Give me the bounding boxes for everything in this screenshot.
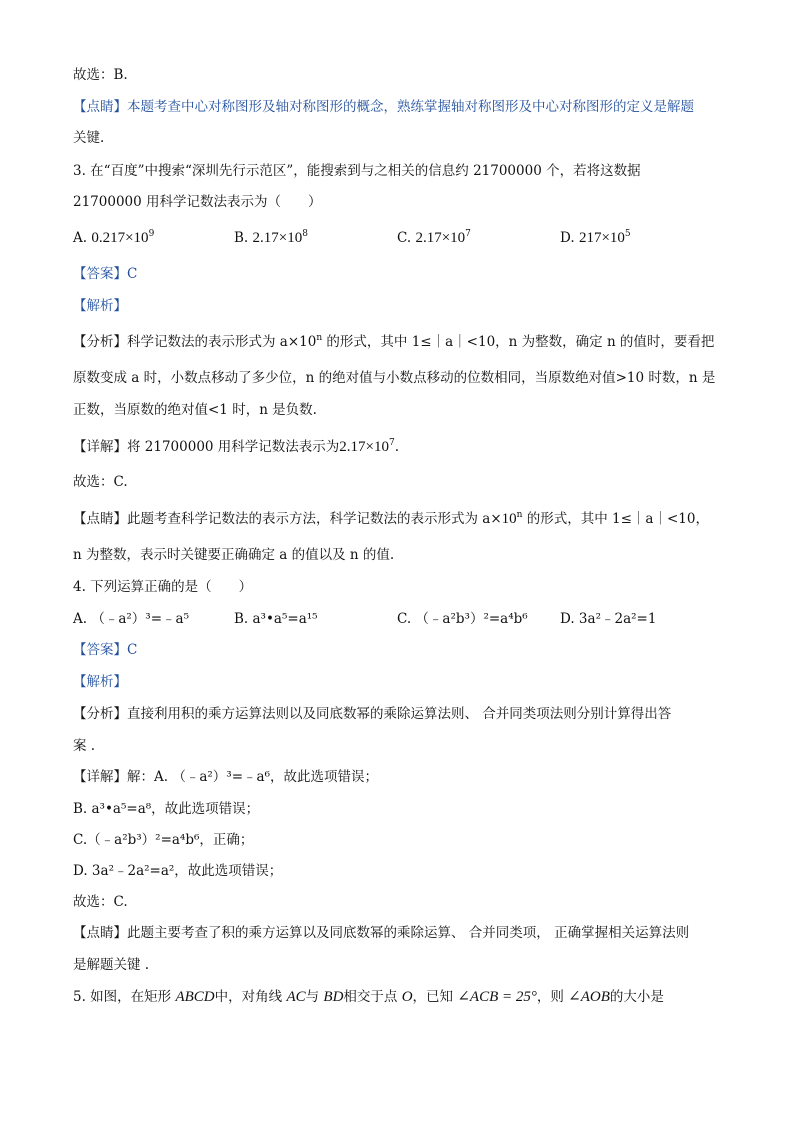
comment-line — [73, 98, 694, 116]
q4-option-b: B. a³•a⁵=a¹⁵ — [234, 611, 318, 627]
detail-4-a: 【详解】解：A. （﹣a²）³=﹣a⁶，故此选项错误； — [73, 769, 378, 785]
comment-3-line2: n 为整数，表示时关键要正确确定 a 的值以及 n 的值. — [73, 547, 395, 563]
q3-option-a: A. $0.217\times 10^9$ — [73, 229, 155, 246]
q4-option-c: C. （﹣a²b³）²=a⁴b⁶ — [397, 611, 528, 627]
q4-option-a: A. （﹣a²）³=﹣a⁵ — [73, 611, 189, 627]
q3-option-c: C. $2.17\times 10^7$ — [397, 229, 471, 246]
analysis-3-heading: 【解析】 — [73, 298, 127, 314]
question-3-line2: 21700000 用科学记数法表示为（ ） — [73, 194, 322, 210]
analysis-4-heading: 【解析】 — [73, 674, 127, 690]
detail-4-b: B. a³•a⁵=a⁸，故此选项错误； — [73, 801, 260, 817]
detail-4-d: D. 3a²﹣2a²=a²，故此选项错误； — [73, 863, 283, 879]
analysis-4-line1: 【分析】直接利用积的乘方运算法则以及同底数幂的乘除运算法则、 合并同类项法则分别计算得出答 — [73, 706, 672, 722]
analysis-3-line1: 【分析】科学记数法的表示形式为 $a\times 10^n$ 的形式，其中 1≤｜a｜<10，n 为整数，确定 n 的值时，要看把 — [73, 333, 715, 350]
answer-4: 【答案】C — [73, 642, 138, 658]
q3-option-b: B. $2.17\times 10^8$ — [234, 229, 308, 246]
detail-3: 【详解】将 21700000 用科学记数法表示为$2.17\times 10^7$. — [73, 438, 400, 455]
conclusion-line: 故选：B. — [73, 67, 128, 83]
conclusion-4: 故选：C. — [73, 894, 128, 910]
comment-text: 【点睛】本题考查中心对称图形及轴对称图形的概念，熟练掌握轴对称图形及中心对称图形的定义是解题 — [73, 99, 694, 115]
conclusion-3: 故选：C. — [73, 474, 128, 490]
comment-3-line1: 【点睛】此题考查科学记数法的表示方法，科学记数法的表示形式为 $a\times 10^n$ 的形式，其中 1≤｜a｜<10， — [73, 510, 709, 527]
comment-4-line1: 【点睛】此题主要考查了积的乘方运算以及同底数幂的乘除运算、 合并同类项， 正确掌握相关运算法则 — [73, 925, 690, 941]
analysis-3-line3: 正数，当原数的绝对值<1 时，n 是负数. — [73, 402, 317, 418]
question-3-line1: 3. 在“百度”中搜索“深圳先行示范区”，能搜索到与之相关的信息约 21700000 个，若将这数据 — [73, 163, 641, 179]
answer-3: 【答案】C — [73, 266, 138, 282]
comment-line-cont: 关键. — [73, 130, 105, 146]
comment-4-line2: 是解题关键 . — [73, 957, 150, 973]
question-5: 5. 如图，在矩形 ABCD中，对角线 AC与 BD相交于点 O，已知 ∠ACB = 25°，则 ∠AOB的大小是 — [73, 989, 664, 1005]
q3-option-d: D. $217\times 10^5$ — [560, 229, 631, 246]
q4-option-d: D. 3a²﹣2a²=1 — [560, 611, 657, 627]
question-4: 4. 下列运算正确的是（ ） — [73, 579, 253, 595]
analysis-3-line2: 原数变成 a 时，小数点移动了多少位，n 的绝对值与小数点移动的位数相同，当原数绝对值>10 时数，n 是 — [73, 370, 716, 386]
detail-4-c: C.（﹣a²b³）²=a⁴b⁶，正确； — [73, 832, 254, 848]
analysis-4-line2: 案 . — [73, 738, 96, 754]
